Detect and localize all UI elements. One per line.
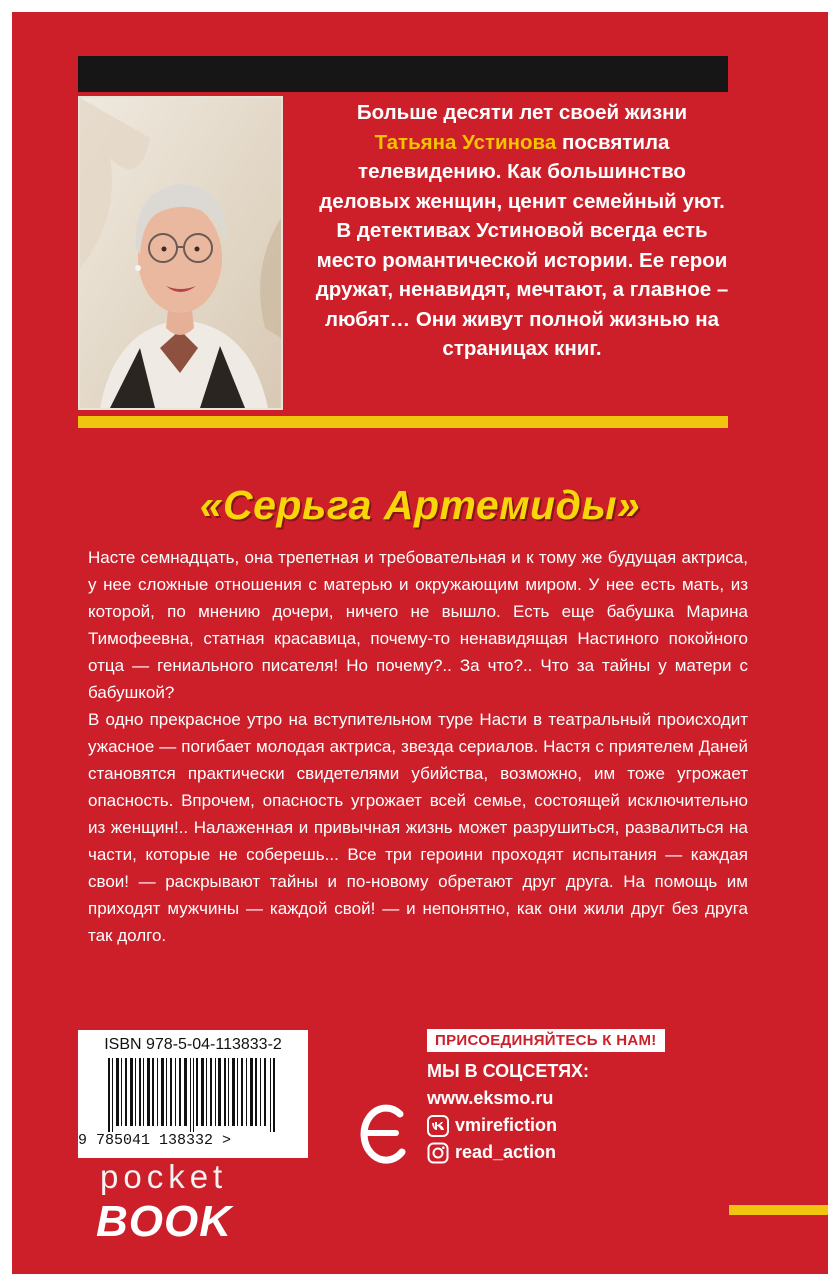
website-link[interactable]: [427, 1085, 589, 1112]
instagram-icon: [427, 1142, 449, 1164]
instagram-text[interactable]: read_action: [455, 1142, 557, 1162]
social-links: [427, 1058, 589, 1166]
eksmo-logo-icon: [352, 1094, 412, 1172]
top-black-bar: [78, 56, 728, 92]
yellow-accent-line: [729, 1205, 828, 1215]
series-pocket: pocket: [100, 1158, 228, 1195]
vk-text[interactable]: vmirefiction: [455, 1115, 558, 1135]
vk-link[interactable]: [427, 1112, 589, 1139]
social-heading-text: МЫ В СОЦСЕТЯХ:: [427, 1061, 590, 1081]
author-bio: [312, 98, 732, 364]
book-title: «Серьга Артемиды»: [199, 482, 641, 528]
barcode-icon: [108, 1058, 278, 1132]
isbn-block: [78, 1030, 308, 1158]
book-back-cover: [12, 12, 828, 1274]
social-heading: [427, 1058, 589, 1085]
website-text[interactable]: www.eksmo.ru: [427, 1088, 554, 1108]
isbn-label: ISBN 978-5-04-113833-2: [104, 1036, 282, 1053]
author-name: Татьяна Устинова: [374, 130, 557, 154]
yellow-divider: [78, 416, 728, 428]
description-paragraph: В одно прекрасное утро на вступительном туре Насти в театральный происходит ужасное — погибает молодая актриса, звезда сериалов. Настя с приятелем Даней становятся практически свидетелями убийства, возможно, им тоже угрожает опасность. Впрочем, опасность угрожает всей семье, состоящей исключительно из женщин!.. Налаженная и привычная жизнь может разрушиться, развалиться на части, которые не соберешь... Все три героини проходят испытания — каждая свои! — раскрывают тайны и по-новому обретают друг друга. На помощь им приходят мужчины — каждой свой! — и непонятно, как они жили друг без друга так долго.: [88, 710, 748, 945]
join-us-banner: ПРИСОЕДИНЯЙТЕСЬ К НАМ!: [427, 1029, 665, 1052]
description-paragraph: Насте семнадцать, она трепетная и требовательная и к тому же будущая актриса, у нее сложные отношения с матерью и окружающим миром. У нее есть мать, из которой, по мнению дочери, ничего не вышло. Есть еще бабушка Марина Тимофеевна, статная красавица, почему-то ненавидящая Настиного покойного отца — гениального писателя! Но почему?.. За что?.. Что за тайны у матери с бабушкой?: [88, 548, 748, 702]
book-description: [88, 544, 748, 949]
series-book: BOOK: [96, 1197, 232, 1246]
bio-text: посвятила телевидению. Как большинство деловых женщин, ценит семейный уют. В детективах Устиновой всегда есть место романтической истории. Ее герои дружат, ненавидят, мечтают, а главное – любят… Они живут полной жизнью на страницах книг.: [315, 130, 729, 360]
barcode-digits: 9 785041 138332 >: [78, 1132, 232, 1149]
vk-icon: [427, 1115, 449, 1137]
instagram-link[interactable]: [427, 1139, 589, 1166]
author-photo: [78, 96, 283, 410]
bio-intro: Больше десяти лет своей жизни: [356, 101, 688, 124]
